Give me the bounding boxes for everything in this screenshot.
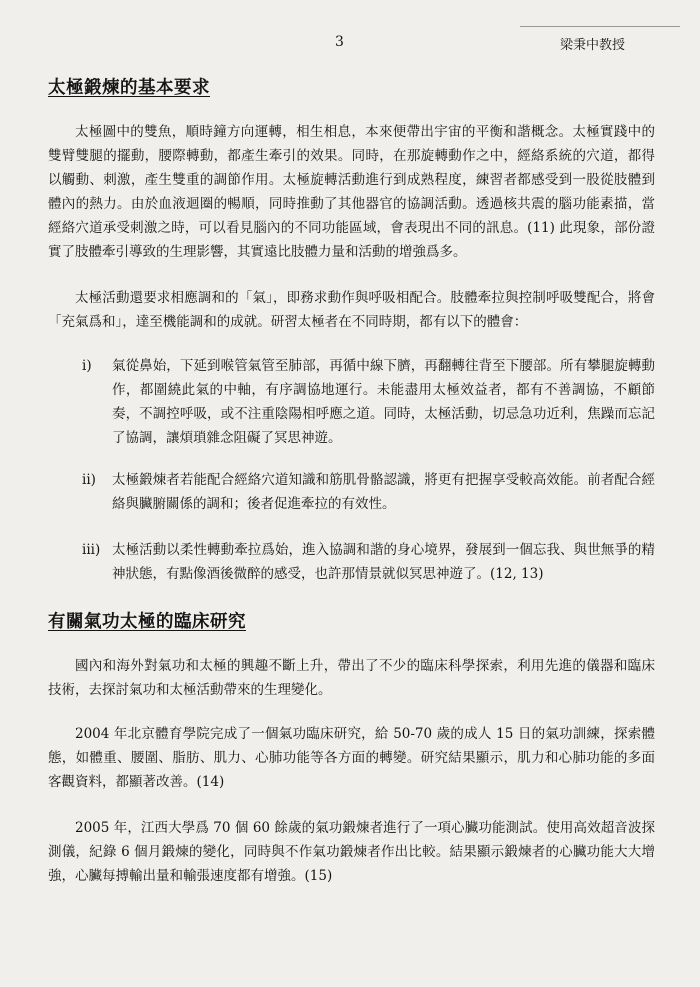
page-number: 3 xyxy=(335,34,344,50)
list-marker: iii) xyxy=(82,542,101,558)
paragraph-beijing-study: 2004 年北京體育學院完成了一個氣功臨床研究，給 50-70 歲的成人 15 日的氣功訓練，探索體態，如體重、腰圍、脂肪、肌力、心肺功能等各方面的轉變。研究結果顯示，肌力和心肺功能的多面客觀資料，都顯著改善。(14) xyxy=(48,726,655,790)
section-heading-clinical-research: 有關氣功太極的臨床研究 xyxy=(48,612,246,632)
paragraph-taiji-diagram: 太極圖中的雙魚，順時鐘方向運轉，相生相息，本來便帶出宇宙的平衡和諧概念。太極實踐中的雙臂雙腿的擺動，腰際轉動，都產生牽引的效果。同時，在那旋轉動作之中，經絡系統的穴道，都得以觸動、刺激，產生雙重的調節作用。太極旋轉活動進行到成熟程度，練習者都感受到一股從肢體到體內的熱力。由於血液迴圈的暢順，同時推動了其他器官的協調活動。透過核共震的腦功能素描，當經絡穴道承受刺激之時，可以看見腦內的不同功能區域，會表現出不同的訊息。(11) 此現象，部份證實了肢體牽引導致的生理影響，其實遠比肢體力量和活動的增強爲多。 xyxy=(48,124,655,260)
paragraph-clinical-interest: 國內和海外對氣功和太極的興趣不斷上升，帶出了不少的臨床科學探索，利用先進的儀器和臨床技術，去探討氣功和太極活動帶來的生理變化。 xyxy=(48,658,655,698)
section-heading-basic-requirements: 太極鍛煉的基本要求 xyxy=(48,78,210,98)
author-name: 梁秉中教授 xyxy=(560,38,626,53)
paragraph-jiangxi-study: 2005 年，江西大學爲 70 個 60 餘歲的氣功鍛煉者進行了一項心臟功能測試。使用高效超音波探測儀，紀錄 6 個月鍛煉的變化，同時與不作氣功鍛煉者作出比較。結果顯示鍛煉者的心臟功能大大增強，心臟每搏輸出量和輸張速度都有增強。(15) xyxy=(48,820,655,884)
header-rule xyxy=(520,26,680,27)
page-header xyxy=(0,26,700,53)
list-marker: ii) xyxy=(82,472,96,488)
list-item-text: 太極活動以柔性轉動牽拉爲始，進入協調和諧的身心境界，發展到一個忘我、與世無爭的精神狀態，有點像酒後微醉的感受，也許那情景就似冥思神遊了。(12, 13) xyxy=(112,542,655,582)
list-item-text: 氣從鼻始，下延到喉管氣管至肺部，再循中線下臍，再翻轉往背至下腰部。所有攀腿旋轉動作，都圍繞此氣的中軸，有序調協地運行。未能盡用太極效益者，都有不善調協，不顧節奏，不調控呼吸，或不注重陰陽相呼應之道。同時，太極活動，切忌急功近利，焦躁而忘記了協調，讓煩瑣雜念阻礙了冥思神遊。 xyxy=(112,358,655,446)
paragraph-qi-breathing: 太極活動還要求相應調和的「氣」，即務求動作與呼吸相配合。肢體牽拉與控制呼吸雙配合，將會「充氣爲和」，達至機能調和的成就。研習太極者在不同時期，都有以下的體會： xyxy=(48,290,655,330)
list-item-text: 太極鍛煉者若能配合經絡穴道知識和筋肌骨骼認識，將更有把握享受較高效能。前者配合經絡與臟腑關係的調和；後者促進牽拉的有效性。 xyxy=(112,472,655,512)
list-marker: i) xyxy=(82,358,92,374)
